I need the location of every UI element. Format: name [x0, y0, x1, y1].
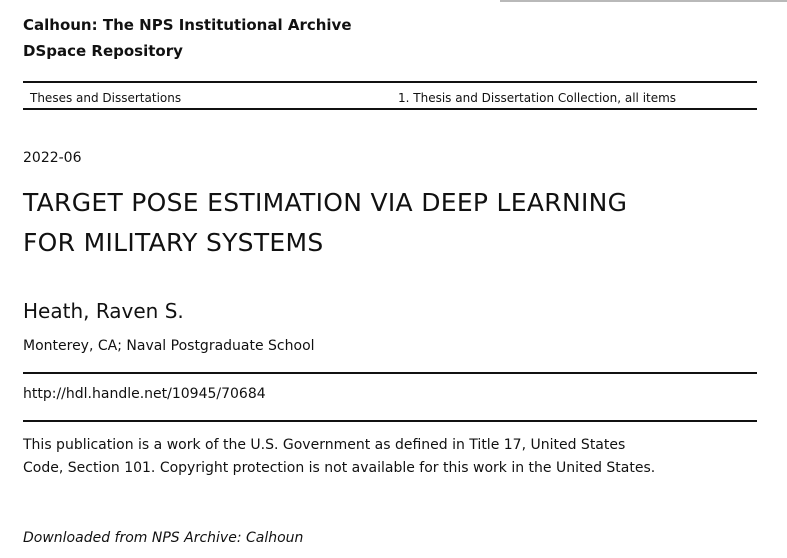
handle-link[interactable]: http://hdl.handle.net/10945/70684 [23, 386, 266, 402]
collection-bottom-divider [23, 108, 757, 110]
collection-link-theses[interactable]: Theses and Dissertations [30, 91, 182, 105]
handle-bottom-divider [23, 420, 757, 422]
archive-name: Calhoun: The NPS Institutional Archive [23, 16, 352, 34]
download-note: Downloaded from NPS Archive: Calhoun [23, 530, 304, 546]
publisher-info: Monterey, CA; Naval Postgraduate School [23, 338, 315, 354]
handle-top-divider [23, 372, 757, 374]
top-decorative-rule [500, 0, 787, 2]
publication-date: 2022-06 [23, 150, 82, 166]
collection-link-all-items[interactable]: 1. Thesis and Dissertation Collection, all items [398, 91, 677, 105]
document-title: TARGET POSE ESTIMATION VIA DEEP LEARNING FOR MILITARY SYSTEMS [23, 188, 628, 257]
collection-top-divider [23, 81, 757, 83]
author-name: Heath, Raven S. [23, 299, 184, 323]
rights-statement: This publication is a work of the U.S. Government as defined in Title 17, United States Code, Section 101. Copyright protection is not available for this work in the United States. [23, 437, 656, 476]
repository-name: DSpace Repository [23, 42, 183, 60]
